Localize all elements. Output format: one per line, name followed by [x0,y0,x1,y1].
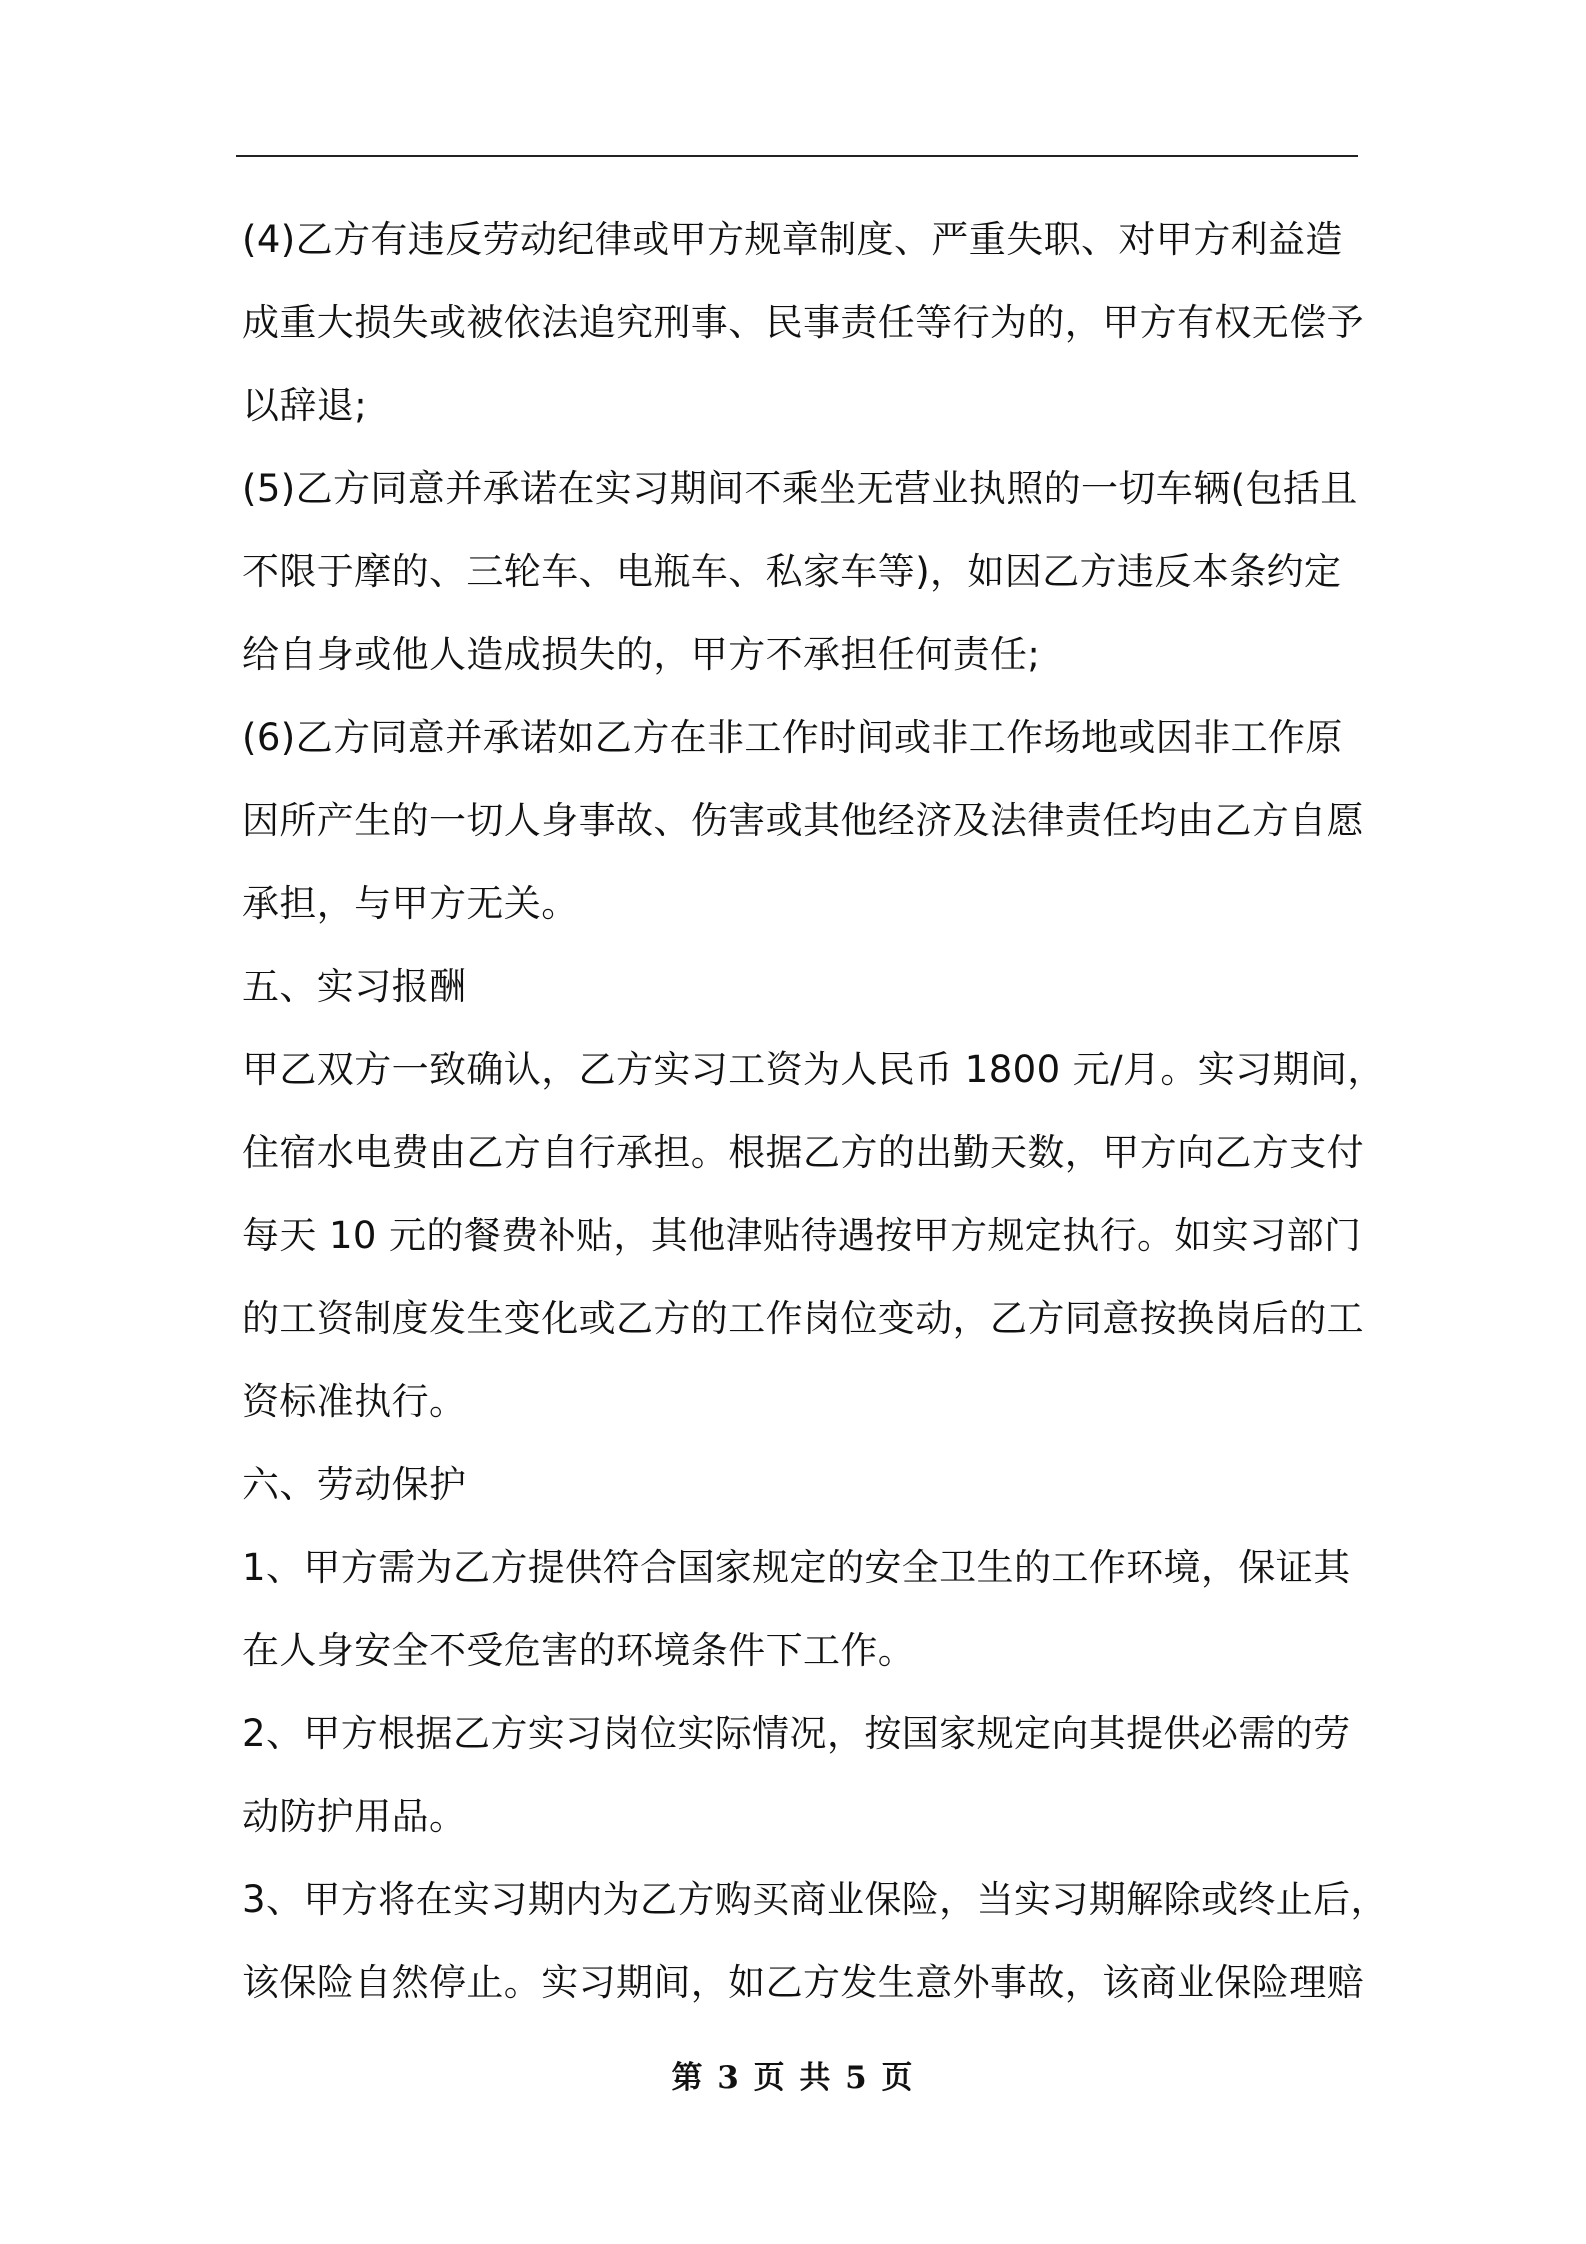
text-line: 给自身或他人造成损失的，甲方不承担任何责任; [242,633,1041,676]
document-body [242,198,1388,2024]
text-line: 在人身安全不受危害的环境条件下工作。 [242,1629,916,1672]
header-rule [236,155,1358,157]
text-line: 1、甲方需为乙方提供符合国家规定的安全卫生的工作环境，保证其 [242,1546,1351,1589]
section-heading: 六、劳动保护 [242,1463,467,1506]
text-line: 以辞退; [242,384,368,427]
page-number-footer: 第 3 页 共 5 页 [671,2060,915,2096]
text-line: 成重大损失或被依法追究刑事、民事责任等行为的，甲方有权无偿予 [242,301,1364,344]
text-line: 该保险自然停止。实习期间，如乙方发生意外事故，该商业保险理赔 [242,1961,1364,2004]
text-line: 资标准执行。 [242,1380,467,1423]
text-line: 动防护用品。 [242,1795,467,1838]
text-line: 2、甲方根据乙方实习岗位实际情况，按国家规定向其提供必需的劳 [242,1712,1351,1755]
text-line: 每天 10 元的餐费补贴，其他津贴待遇按甲方规定执行。如实习部门 [242,1214,1362,1257]
text-line: 住宿水电费由乙方自行承担。根据乙方的出勤天数，甲方向乙方支付 [242,1131,1364,1174]
text-line: 承担，与甲方无关。 [242,882,579,925]
text-line: (5)乙方同意并承诺在实习期间不乘坐无营业执照的一切车辆(包括且 [242,467,1358,510]
section-heading: 五、实习报酬 [242,965,467,1008]
text-line: 的工资制度发生变化或乙方的工作岗位变动，乙方同意按换岗后的工 [242,1297,1364,1340]
text-line: 因所产生的一切人身事故、伤害或其他经济及法律责任均由乙方自愿 [242,799,1364,842]
text-line: (4)乙方有违反劳动纪律或甲方规章制度、严重失职、对甲方利益造 [242,218,1343,261]
text-line: 甲乙双方一致确认，乙方实习工资为人民币 1800 元/月。实习期间， [242,1048,1385,1091]
text-line: (6)乙方同意并承诺如乙方在非工作时间或非工作场地或因非工作原 [242,716,1343,759]
text-line: 3、甲方将在实习期内为乙方购买商业保险，当实习期解除或终止后， [242,1878,1388,1921]
text-line: 不限于摩的、三轮车、电瓶车、私家车等)，如因乙方违反本条约定 [242,550,1342,593]
